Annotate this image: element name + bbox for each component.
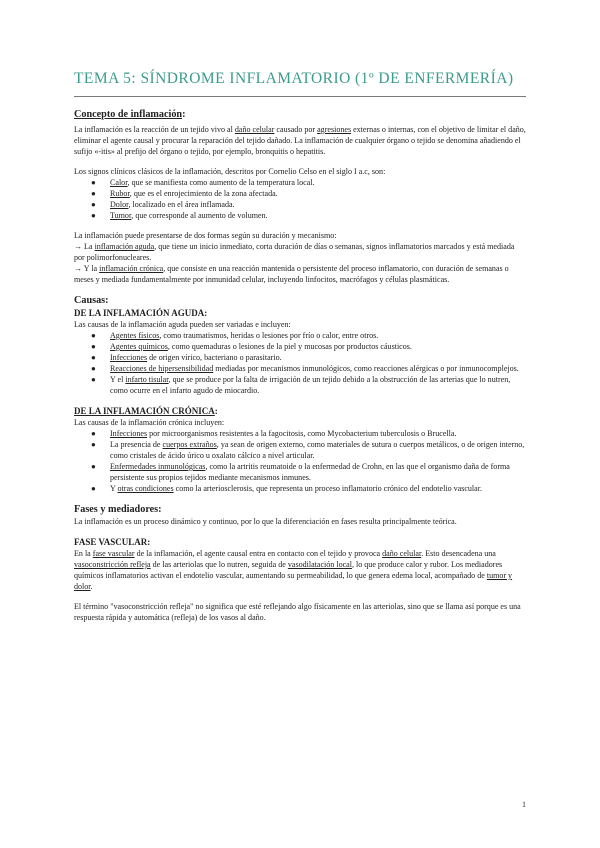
aguda-intro: Las causas de la inflamación aguda pueden ser variadas e incluyen:: [74, 320, 291, 329]
title-divider: [74, 96, 526, 97]
list-item: ● Agentes físicos, como traumatismos, heridas o lesiones por frío o calor, entre otros.: [91, 331, 379, 340]
paragraph-fases: La inflamación es un proceso dinámico y continuo, por lo que la diferenciación en fases resulta principalmente teórica.: [74, 517, 457, 526]
form-aguda: → La inflamación aguda, que tiene un inicio inmediato, corta duración de días o semanas, signos inflamatorios marcados y está mediada por polimorfonucleares.: [74, 242, 515, 262]
form-cronica: → Y la inflamación crónica, que consiste en una reacción mantenida o persistente del proceso inflamatorio, con duración de semanas o meses y mediada fundamentalmente por inmunidad celular, incluyendo linfocitos, macrófagos y células plasmáticas.: [74, 264, 509, 284]
signs-list: [74, 177, 526, 221]
forms-intro: La inflamación puede presentarse de dos formas según su duración y mecanismo:: [74, 231, 337, 240]
cronica-list: [74, 428, 526, 494]
list-item: ● Calor, que se manifiesta como aumento de la temperatura local.: [91, 178, 315, 187]
list-item: ● Reacciones de hipersensibilidad mediadas por mecanismos inmunológicos, como reacciones alérgicas o por inmunocomplejos.: [91, 364, 519, 373]
list-item: ● Y el infarto tisular, que se produce por la falta de irrigación de un tejido debido a la obstrucción de las arterias que lo nutren, como ocurre en el infarto agudo de miocardio.: [91, 375, 511, 395]
page-number: 1: [522, 800, 526, 809]
document-title: TEMA 5: SÍNDROME INFLAMATORIO (1º DE ENFERMERÍA): [74, 70, 514, 87]
subheading-cronica: DE LA INFLAMACIÓN CRÓNICA:: [74, 406, 218, 416]
paragraph-concepto: La inflamación es la reacción de un tejido vivo al daño celular causado por agresiones externas o internas, con el objetivo de limitar el daño, eliminar el agente causal y procurar la reparación del tejido dañado. La inflamación de cualquier órgano o tejido se denomina añadiendo el sufijo «-itis» al prefijo del órgano o tejido, por ejemplo, bronquitis o hepatitis.: [74, 125, 526, 156]
list-item: ● Enfermedades inmunológicas, como la artritis reumatoide o la enfermedad de Crohn, en las que el organismo daña de forma persistente sus propios tejidos mediante mecanismos inmunes.: [91, 462, 510, 482]
subheading-aguda: DE LA INFLAMACIÓN AGUDA:: [74, 308, 208, 318]
subheading-fase-vascular: FASE VASCULAR:: [74, 537, 151, 547]
list-item: ● Rubor, que es el enrojecimiento de la zona afectada.: [91, 189, 278, 198]
list-item: ● Dolor, localizado en el área inflamada.: [91, 200, 235, 209]
aguda-list: [74, 330, 526, 396]
list-item: ● Agentes químicos, como quemaduras o lesiones de la piel y mucosas por productos cáusticos.: [91, 342, 412, 351]
cronica-intro: Las causas de la inflamación crónica incluyen:: [74, 418, 225, 427]
section-heading-causas: Causas:: [74, 295, 109, 306]
list-item: ● Tumor, que corresponde al aumento de volumen.: [91, 211, 268, 220]
document-body: [74, 108, 526, 632]
paragraph-fase-vascular: En la fase vascular de la inflamación, el agente causal entra en contacto con el tejido y provoca daño celular. Esto desencadena una vasoconstricción refleja de las arteriolas que lo nutren, seguida de vasodilatación local, lo que produce calor y rubor. Los mediadores químicos inflamatorios activan el endotelio vascular, aumentando su permeabilidad, lo que genera edema local, acompañado de tumor y dolor.: [74, 549, 513, 591]
paragraph-vasoconstriccion: El término "vasoconstricción refleja" no significa que esté reflejando algo físicamente en las arteriolas, sino que se llama así porque es una respuesta rápida y automática (refleja) de los vasos al daño.: [74, 602, 521, 622]
list-item: ● Infecciones de origen vírico, bacteriano o parasitario.: [91, 353, 282, 362]
list-item: ● La presencia de cuerpos extraños, ya sean de origen externo, como materiales de sutura o cuerpos metálicos, o de origen interno, como cristales de ácido úrico u oxalato cálcico a nivel articular.: [91, 440, 525, 460]
section-heading-fases: Fases y mediadores:: [74, 504, 162, 515]
signs-intro: Los signos clínicos clásicos de la inflamación, descritos por Cornelio Celso en el siglo I a.c, son:: [74, 167, 386, 176]
section-heading-concepto: Concepto de inflamación:: [74, 109, 186, 120]
list-item: ● Infecciones por microorganismos resistentes a la fagocitosis, como Mycobacterium tuberculosis o Brucella.: [91, 429, 457, 438]
list-item: ● Y otras condiciones como la arteriosclerosis, que representa un proceso inflamatorio crónico del endotelio vascular.: [91, 484, 482, 493]
